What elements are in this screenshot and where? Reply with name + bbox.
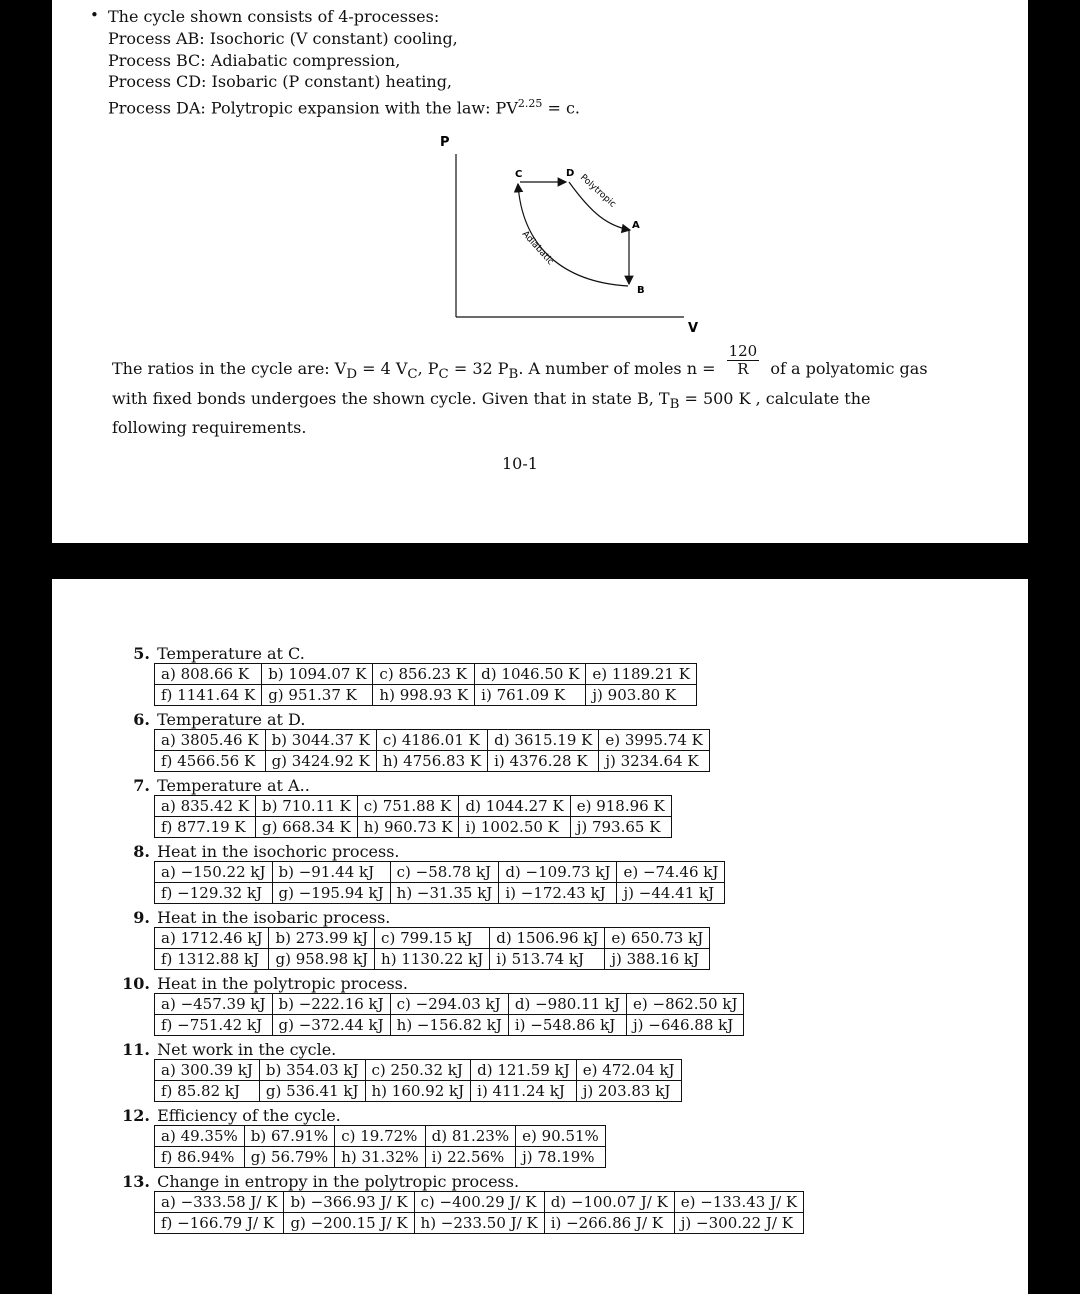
question-text: Temperature at A.. xyxy=(157,776,310,795)
answer-option[interactable]: g) 3424.92 K xyxy=(265,751,376,772)
answer-option[interactable]: j) −300.22 J/ K xyxy=(674,1213,803,1234)
subscript: C xyxy=(407,367,418,383)
intro-line-polytropic xyxy=(108,93,580,119)
ratios-text: . A number of moles n = xyxy=(518,359,721,378)
answer-options-table xyxy=(154,1125,606,1168)
polytropic-label: Polytropic xyxy=(577,172,618,210)
answer-option[interactable]: f) −166.79 J/ K xyxy=(155,1213,284,1234)
answer-options-table xyxy=(154,993,744,1036)
answer-row xyxy=(155,685,697,706)
answer-option[interactable]: h) 998.93 K xyxy=(373,685,475,706)
page-number: 10-1 xyxy=(502,454,538,473)
answer-row xyxy=(155,883,725,904)
ratios-text: of a polyatomic gas with fixed bonds undergoes the shown cycle. Given that in state B, T xyxy=(112,359,928,408)
ratios-paragraph xyxy=(112,342,930,439)
answer-row xyxy=(155,1213,804,1234)
point-a-label: A xyxy=(632,220,640,231)
answer-option[interactable]: b) 710.11 K xyxy=(256,796,358,817)
answer-options-table xyxy=(154,729,710,772)
answer-option[interactable]: a) −333.58 J/ K xyxy=(155,1192,284,1213)
answer-option[interactable]: b) −91.44 kJ xyxy=(272,862,390,883)
answer-option[interactable]: a) 300.39 kJ xyxy=(155,1060,260,1081)
subscript: C xyxy=(438,367,449,383)
answer-option[interactable]: a) −457.39 kJ xyxy=(155,994,273,1015)
answer-option[interactable]: f) −129.32 kJ xyxy=(155,883,273,904)
answer-option[interactable]: d) −980.11 kJ xyxy=(508,994,626,1015)
answer-option[interactable]: i) 761.09 K xyxy=(475,685,586,706)
answer-option[interactable]: g) 536.41 kJ xyxy=(259,1081,365,1102)
answer-option[interactable]: d) 81.23% xyxy=(425,1126,515,1147)
answer-row xyxy=(155,1015,744,1036)
exponent: 2.25 xyxy=(517,97,543,111)
answer-option[interactable]: a) 1712.46 kJ xyxy=(155,928,269,949)
answer-row xyxy=(155,1147,606,1168)
answer-option[interactable]: h) −31.35 kJ xyxy=(390,883,499,904)
page-two xyxy=(52,579,1028,1294)
answer-row xyxy=(155,796,672,817)
answer-option[interactable]: c) 250.32 kJ xyxy=(365,1060,471,1081)
question-text: Temperature at C. xyxy=(157,644,305,663)
answer-option[interactable]: c) 751.88 K xyxy=(357,796,459,817)
subscript: D xyxy=(346,367,357,383)
ratios-text: , P xyxy=(417,359,439,378)
question xyxy=(118,1172,998,1234)
answer-option[interactable]: h) 160.92 kJ xyxy=(365,1081,471,1102)
question-heading xyxy=(118,710,998,729)
answer-option[interactable]: d) 1506.96 kJ xyxy=(490,928,605,949)
answer-option[interactable]: i) −172.43 kJ xyxy=(499,883,617,904)
answer-options-table xyxy=(154,663,697,706)
question-heading xyxy=(118,974,998,993)
subscript: B xyxy=(669,397,680,413)
answer-option[interactable]: d) 121.59 kJ xyxy=(471,1060,577,1081)
question xyxy=(118,644,998,706)
answer-option[interactable]: c) 19.72% xyxy=(335,1126,425,1147)
question xyxy=(118,1040,998,1102)
answer-option[interactable]: b) 67.91% xyxy=(244,1126,334,1147)
answer-row xyxy=(155,994,744,1015)
answer-option[interactable]: c) 856.23 K xyxy=(373,664,475,685)
question xyxy=(118,842,998,904)
question xyxy=(118,974,998,1036)
ratios-text: = 4 V xyxy=(357,359,408,378)
page-one xyxy=(52,0,1028,543)
v-axis-label: V xyxy=(688,321,699,336)
point-b-label: B xyxy=(637,285,645,296)
p-axis-label: P xyxy=(440,135,450,150)
answer-option[interactable]: f) 85.82 kJ xyxy=(155,1081,260,1102)
answer-option[interactable]: j) −44.41 kJ xyxy=(617,883,725,904)
answer-option[interactable]: e) 3995.74 K xyxy=(599,730,710,751)
answer-option[interactable]: h) 31.32% xyxy=(335,1147,425,1168)
intro-line-end: = c. xyxy=(542,98,580,118)
answer-option[interactable]: i) −266.86 J/ K xyxy=(544,1213,674,1234)
answer-option[interactable]: a) 3805.46 K xyxy=(155,730,266,751)
answer-option[interactable]: j) 388.16 kJ xyxy=(605,949,710,970)
question-text: Heat in the isochoric process. xyxy=(157,842,400,861)
answer-option[interactable]: i) 22.56% xyxy=(425,1147,515,1168)
question-heading xyxy=(118,842,998,861)
intro-list xyxy=(90,6,580,119)
answer-option[interactable]: i) 513.74 kJ xyxy=(490,949,605,970)
question-heading xyxy=(118,644,998,663)
answer-option[interactable]: f) 1141.64 K xyxy=(155,685,262,706)
answer-option[interactable]: e) −74.46 kJ xyxy=(617,862,725,883)
answer-option[interactable]: i) 1002.50 K xyxy=(459,817,570,838)
answer-options-table xyxy=(154,795,672,838)
answer-option[interactable]: b) 3044.37 K xyxy=(265,730,376,751)
question-text: Change in entropy in the polytropic process. xyxy=(157,1172,520,1191)
answer-option[interactable]: g) −200.15 J/ K xyxy=(284,1213,414,1234)
answer-option[interactable]: e) 918.96 K xyxy=(570,796,671,817)
question-number: 9. xyxy=(133,908,150,927)
answer-option[interactable]: c) −294.03 kJ xyxy=(390,994,508,1015)
answer-option[interactable]: g) 668.34 K xyxy=(256,817,358,838)
answer-option[interactable]: a) 808.66 K xyxy=(155,664,262,685)
answer-option[interactable]: i) 4376.28 K xyxy=(488,751,599,772)
question-text: Net work in the cycle. xyxy=(157,1040,337,1059)
answer-option[interactable]: a) 49.35% xyxy=(155,1126,245,1147)
answer-option[interactable]: j) 3234.64 K xyxy=(599,751,710,772)
point-d-label: D xyxy=(566,168,575,179)
ratios-text: The ratios in the cycle are: V xyxy=(112,359,347,378)
answer-row xyxy=(155,1060,682,1081)
answer-option[interactable]: g) 56.79% xyxy=(244,1147,334,1168)
answer-option[interactable]: g) −195.94 kJ xyxy=(272,883,390,904)
question-number: 11. xyxy=(122,1040,150,1059)
answer-option[interactable]: h) −233.50 J/ K xyxy=(414,1213,544,1234)
answer-row xyxy=(155,928,710,949)
answer-option[interactable]: b) 1094.07 K xyxy=(262,664,373,685)
answer-option[interactable]: h) 960.73 K xyxy=(357,817,459,838)
answer-option[interactable]: a) −150.22 kJ xyxy=(155,862,273,883)
answer-option[interactable]: d) 1044.27 K xyxy=(459,796,570,817)
intro-line: Process AB: Isochoric (V constant) cooling, xyxy=(108,28,458,48)
answer-options-table xyxy=(154,861,725,904)
question-list xyxy=(118,644,998,1238)
intro-line: Process BC: Adiabatic compression, xyxy=(108,50,401,70)
question-heading xyxy=(118,1106,998,1125)
answer-row xyxy=(155,1192,804,1213)
answer-option[interactable]: e) 90.51% xyxy=(516,1126,606,1147)
answer-option[interactable]: g) −372.44 kJ xyxy=(272,1015,390,1036)
answer-row xyxy=(155,862,725,883)
answer-row xyxy=(155,949,710,970)
answer-option[interactable]: g) 951.37 K xyxy=(262,685,373,706)
fraction-denominator: R xyxy=(737,360,749,378)
question-text: Heat in the isobaric process. xyxy=(157,908,391,927)
answer-option[interactable]: d) 1046.50 K xyxy=(475,664,586,685)
answer-option[interactable]: j) 793.65 K xyxy=(570,817,671,838)
question xyxy=(118,710,998,772)
intro-line: The cycle shown consists of 4-processes: xyxy=(108,7,440,26)
question-heading xyxy=(118,1172,998,1191)
answer-option[interactable]: f) 1312.88 kJ xyxy=(155,949,269,970)
question-number: 7. xyxy=(133,776,150,795)
question-number: 10. xyxy=(122,974,150,993)
question xyxy=(118,1106,998,1168)
answer-option[interactable]: g) 958.98 kJ xyxy=(269,949,375,970)
question-number: 12. xyxy=(122,1106,150,1125)
answer-option[interactable]: j) 203.83 kJ xyxy=(576,1081,681,1102)
answer-option[interactable]: f) −751.42 kJ xyxy=(155,1015,273,1036)
fraction-numerator: 120 xyxy=(728,342,758,360)
question-heading xyxy=(118,908,998,927)
answer-options-table xyxy=(154,1191,804,1234)
question-text: Temperature at D. xyxy=(157,710,306,729)
question-text: Efficiency of the cycle. xyxy=(157,1106,341,1125)
answer-option[interactable]: a) 835.42 K xyxy=(155,796,256,817)
answer-option[interactable]: e) −862.50 kJ xyxy=(627,994,744,1015)
answer-options-table xyxy=(154,1059,682,1102)
answer-option[interactable]: e) 650.73 kJ xyxy=(605,928,710,949)
answer-option[interactable]: b) 273.99 kJ xyxy=(269,928,375,949)
answer-option[interactable]: b) −222.16 kJ xyxy=(272,994,390,1015)
answer-option[interactable]: c) 799.15 kJ xyxy=(375,928,490,949)
answer-option[interactable]: e) 1189.21 K xyxy=(586,664,697,685)
answer-row xyxy=(155,1126,606,1147)
intro-line-text: Process DA: Polytropic expansion with the law: PV xyxy=(108,98,518,118)
answer-option[interactable]: e) 472.04 kJ xyxy=(576,1060,681,1081)
moles-fraction xyxy=(727,343,760,378)
answer-option[interactable]: d) −100.07 J/ K xyxy=(544,1192,674,1213)
answer-option[interactable]: f) 877.19 K xyxy=(155,817,256,838)
ratios-text: = 500 K , calculate the following requirements. xyxy=(112,389,871,438)
answer-option[interactable]: j) 903.80 K xyxy=(586,685,697,706)
answer-option[interactable]: j) 78.19% xyxy=(516,1147,606,1168)
answer-option[interactable]: h) −156.82 kJ xyxy=(390,1015,508,1036)
answer-option[interactable]: d) 3615.19 K xyxy=(488,730,599,751)
adiabatic-label: Adiabatic xyxy=(519,229,556,268)
answer-option[interactable]: h) 1130.22 kJ xyxy=(375,949,490,970)
question-heading xyxy=(118,776,998,795)
subscript: B xyxy=(508,367,519,383)
answer-option[interactable]: d) −109.73 kJ xyxy=(499,862,617,883)
answer-option[interactable]: f) 86.94% xyxy=(155,1147,245,1168)
answer-row xyxy=(155,664,697,685)
answer-option[interactable]: c) −400.29 J/ K xyxy=(414,1192,544,1213)
answer-row xyxy=(155,751,710,772)
answer-option[interactable]: b) 354.03 kJ xyxy=(259,1060,365,1081)
answer-option[interactable]: b) −366.93 J/ K xyxy=(284,1192,414,1213)
pv-diagram xyxy=(372,126,699,340)
ratios-text: = 32 P xyxy=(448,359,509,378)
answer-options-table xyxy=(154,927,710,970)
intro-line: Process CD: Isobaric (P constant) heating, xyxy=(108,72,453,92)
answer-row xyxy=(155,817,672,838)
question-number: 13. xyxy=(122,1172,150,1191)
answer-option[interactable]: i) −548.86 kJ xyxy=(508,1015,626,1036)
question-number: 6. xyxy=(133,710,150,729)
answer-option[interactable]: i) 411.24 kJ xyxy=(471,1081,577,1102)
question-number: 5. xyxy=(133,644,150,663)
answer-option[interactable]: j) −646.88 kJ xyxy=(627,1015,744,1036)
answer-row xyxy=(155,730,710,751)
question xyxy=(118,776,998,838)
answer-option[interactable]: c) −58.78 kJ xyxy=(390,862,499,883)
answer-option[interactable]: c) 4186.01 K xyxy=(376,730,487,751)
answer-option[interactable]: f) 4566.56 K xyxy=(155,751,266,772)
answer-option[interactable]: h) 4756.83 K xyxy=(376,751,487,772)
question-heading xyxy=(118,1040,998,1059)
answer-option[interactable]: e) −133.43 J/ K xyxy=(674,1192,803,1213)
question xyxy=(118,908,998,970)
point-c-label: C xyxy=(515,169,523,180)
bullet: • xyxy=(90,6,99,24)
question-number: 8. xyxy=(133,842,150,861)
question-text: Heat in the polytropic process. xyxy=(157,974,408,993)
answer-row xyxy=(155,1081,682,1102)
